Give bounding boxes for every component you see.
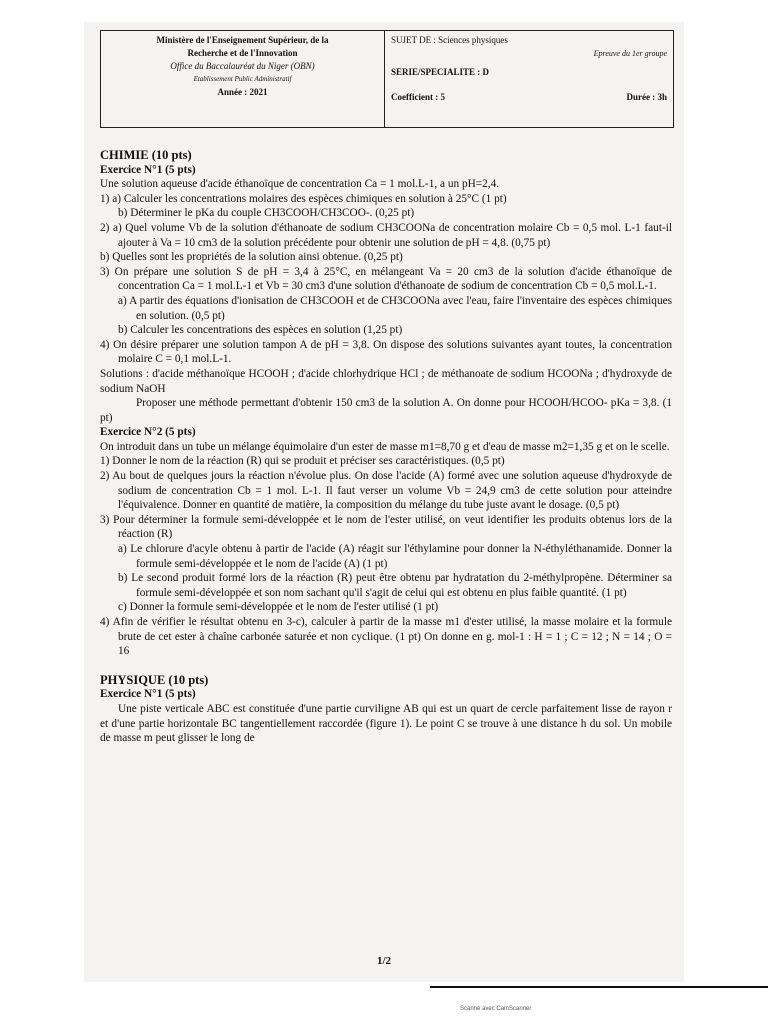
- header-left: [101, 31, 385, 127]
- ex1-q1a: 1) a) Calculer les concentrations molaires des espèces chimiques en solution à 25°C (1 pt): [100, 192, 507, 205]
- ex1-q2a: 2) a) Quel volume Vb de la solution d'éthanoate de sodium CH3COONa de concentration molaire Cb = 0,5 mol. L-1 faut-il ajouter à Va = 10 cm3 de la solution précédente pour obtenir une solution de pH = 4,8. (0,75 pt): [100, 221, 672, 249]
- ex2-q3c: c) Donner la formule semi-développée et le nom de l'ester utilisé (1 pt): [118, 601, 439, 614]
- header-right: [385, 31, 673, 127]
- ex1-q1b: b) Déterminer le pKa du couple CH3COOH/CH3COO-. (0,25 pt): [118, 207, 415, 220]
- ex2-intro: On introduit dans un tube un mélange équimolaire d'un ester de masse m1=8,70 g et d'eau de masse m2=1,35 g et on le scelle.: [100, 440, 670, 453]
- exam-group: Epreuve du 1er groupe: [593, 49, 667, 58]
- ex1-q2b: b) Quelles sont les propriétés de la solution ainsi obtenue. (0,25 pt): [100, 251, 403, 264]
- ex1-q4: 4) On désire préparer une solution tampon A de pH = 3,8. On dispose des solutions suivantes ayant toutes, la concentration molaire C = 0,1 mol.L-1.: [100, 338, 672, 366]
- ex1-q3: 3) On prépare une solution S de pH = 3,4 à 25°C, en mélangeant Va = 20 cm3 de la solution d'acide éthanoïque de concentration Ca = 1 mol.L-1 et Vb = 30 cm3 d'une solution d'éthanoate de sodium de concentration Cb = 0,5 mol.L-1.: [100, 265, 672, 293]
- office-name: Office du Baccalauréat du Niger (OBN): [170, 61, 315, 71]
- ex1-title: Exercice N°1 (5 pts): [100, 163, 196, 176]
- physique-title: PHYSIQUE (10 pts): [100, 672, 209, 687]
- phys-ex1-title: Exercice N°1 (5 pts): [100, 688, 196, 701]
- ex1-q3b: b) Calculer les concentrations des espèces en solution (1,25 pt): [118, 324, 403, 337]
- exam-header: [100, 30, 674, 128]
- ministry-line2: Recherche et de l'Innovation: [187, 48, 298, 58]
- office-status: Etablissement Public Administratif: [193, 75, 292, 83]
- ex1-propose: Proposer une méthode permettant d'obtenir 150 cm3 de la solution A. On donne pour HCOOH/HCOO- pKa = 3,8. (1 pt): [100, 397, 672, 424]
- ex2-title: Exercice N°2 (5 pts): [100, 426, 196, 439]
- ex1-intro: Une solution aqueuse d'acide éthanoïque de concentration Ca = 1 mol.L-1, a un pH=2,4.: [100, 178, 500, 191]
- exam-content: [100, 148, 672, 746]
- year: Année : 2021: [217, 87, 268, 97]
- subject: SUJET DE : Sciences physiques: [391, 35, 508, 45]
- duration: Durée : 3h: [626, 92, 667, 102]
- page-number: 1/2: [376, 955, 392, 967]
- ex2-q2: 2) Au bout de quelques jours la réaction n'évolue plus. On dose l'acide (A) formé avec une solution aqueuse d'hydroxyde de sodium de concentration Cb = 1 mol. L-1. Il faut verser un volume Vb = 24,9 cm3 de cette solution pour atteindre l'équivalence. Donner en quantité de matière, la composition du mélange du tube juste avant le dosage. (0,5 pt): [100, 470, 672, 512]
- scanner-watermark: Scanné avec CamScanner: [460, 1006, 532, 1012]
- ex1-solutions: Solutions : d'acide méthanoïque HCOOH ; d'acide chlorhydrique HCl ; de méthanoate de sodium HCOONa ; d'hydroxyde de sodium NaOH: [100, 367, 672, 395]
- chimie-title: CHIMIE (10 pts): [100, 148, 192, 162]
- scan-edge-line: [430, 986, 768, 988]
- ex2-q3: 3) Pour déterminer la formule semi-développée et le nom de l'ester utilisé, on veut identifier les produits obtenus lors de la réaction (R): [100, 513, 672, 541]
- phys-ex1-intro: Une piste verticale ABC est constituée d'une partie curviligne AB qui est un quart de cercle parfaitement lisse de rayon r et d'une partie horizontale BC tangentiellement raccordée (figure 1). Le point C se trouve à une distance h du sol. Un mobile de masse m peut glisser le long de: [100, 702, 672, 745]
- ex2-q1: 1) Donner le nom de la réaction (R) qui se produit et préciser ses caractéristiques. (0,5 pt): [100, 455, 505, 468]
- ex2-q3b: b) Le second produit formé lors de la réaction (R) peut être obtenu par hydratation du 2-méthylpropène. Déterminer sa formule semi-développée et son nom sachant qu'il s'agit de celui qui est obtenu en plus faible quantité. (1 pt): [118, 572, 672, 599]
- ex2-q3a: a) Le chlorure d'acyle obtenu à partir de l'acide (A) réagit sur l'éthylamine pour donner la N-éthyléthanamide. Donner la formule semi-développée et le nom de l'acide (A) (1 pt): [118, 543, 672, 570]
- series: SERIE/SPECIALITE : D: [391, 67, 490, 77]
- ex2-q4: 4) Afin de vérifier le résultat obtenu en 3-c), calculer à partir de la masse m1 d'ester utilisé, la masse molaire et la formule brute de cet ester à chaîne carbonée saturée et non cyclique. (1 pt) On donne en g. mol-1 : H = 1 ; C = 12 ; N = 14 ; O = 16: [100, 616, 672, 658]
- coefficient: Coefficient : 5: [391, 92, 445, 102]
- ex1-q3a: a) A partir des équations d'ionisation de CH3COOH et de CH3COONa avec l'eau, faire l'inventaire des espèces chimiques en solution. (0,5 pt): [118, 294, 672, 322]
- ministry-line1: Ministère de l'Enseignement Supérieur, de la: [156, 35, 329, 45]
